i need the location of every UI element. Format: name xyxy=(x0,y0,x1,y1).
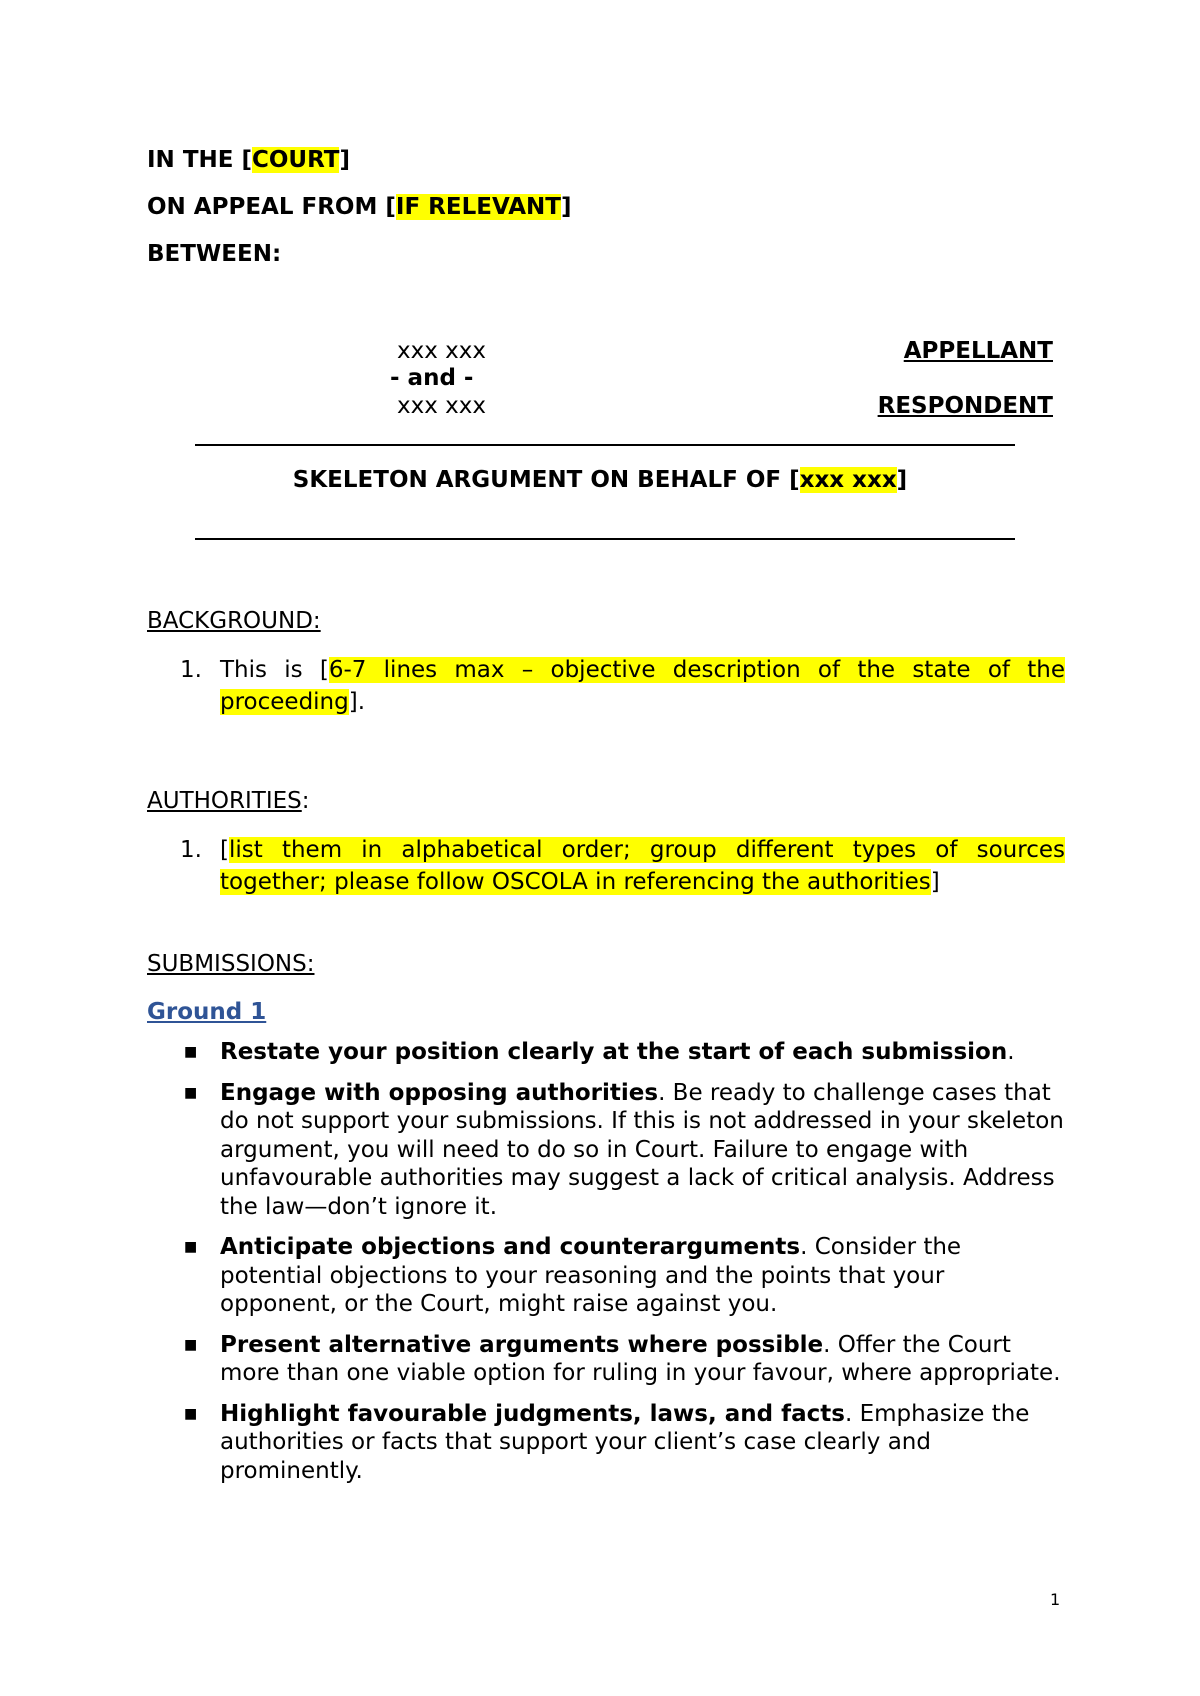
background-suffix: ]. xyxy=(348,689,366,715)
party-one: xxx xxx xyxy=(397,338,486,364)
bottom-divider xyxy=(195,538,1015,540)
bullet-item xyxy=(180,1038,1065,1067)
square-bullet-icon: ■ xyxy=(184,1044,198,1060)
party-two: xxx xxx xyxy=(397,393,486,419)
court-suffix: ] xyxy=(339,147,350,173)
ground-heading: Ground 1 xyxy=(147,999,267,1025)
bullet-bold: Highlight favourable judgments, laws, and facts xyxy=(220,1400,845,1427)
bullet-text: . xyxy=(1007,1039,1015,1065)
title-placeholder: xxx xxx xyxy=(799,467,897,493)
authorities-item xyxy=(180,834,1065,898)
bullet-text: . Consider the potential objections to your reasoning and the points that your opponent, or the Court, might raise against you. xyxy=(220,1234,962,1317)
background-placeholder: 6-7 lines max – objective description of the state of the proceeding xyxy=(220,657,1065,715)
title-prefix: SKELETON ARGUMENT ON BEHALF OF [ xyxy=(292,467,800,493)
and-separator: - and - xyxy=(390,365,474,391)
authorities-item-text xyxy=(220,834,1065,898)
bullet-item xyxy=(180,1233,1065,1319)
top-divider xyxy=(195,444,1015,446)
square-bullet-icon: ■ xyxy=(184,1239,198,1255)
bullet-bold: Present alternative arguments where possible xyxy=(220,1331,824,1358)
title-suffix: ] xyxy=(896,467,908,493)
submissions-label: SUBMISSIONS: xyxy=(147,951,315,977)
respondent-role: RESPONDENT xyxy=(877,393,1053,419)
authorities-placeholder: list them in alphabetical order; group different types of sources together; please follow OSCOLA in referencing the authorities xyxy=(220,837,1065,895)
bullet-item xyxy=(180,1079,1065,1222)
court-line xyxy=(147,146,350,174)
bullet-item xyxy=(180,1400,1065,1486)
authorities-heading xyxy=(147,787,310,815)
background-item-text xyxy=(220,654,1065,718)
appeal-line xyxy=(147,193,571,221)
appeal-suffix: ] xyxy=(560,194,572,220)
background-label: BACKGROUND: xyxy=(147,608,321,634)
background-item xyxy=(180,654,1065,718)
appeal-prefix: ON APPEAL FROM [ xyxy=(147,194,396,220)
background-item-number: 1. xyxy=(180,657,202,683)
bullet-text: . Offer the Court more than one viable option for ruling in your favour, where appropriate. xyxy=(220,1331,1061,1386)
authorities-colon: : xyxy=(301,788,310,814)
page-number: 1 xyxy=(1050,1590,1061,1609)
between-label: BETWEEN: xyxy=(147,241,282,267)
authorities-item-number: 1. xyxy=(180,837,202,863)
appeal-placeholder: IF RELEVANT xyxy=(395,194,561,220)
bullet-bold: Engage with opposing authorities xyxy=(220,1079,659,1106)
court-prefix: IN THE [ xyxy=(147,147,252,173)
appellant-role: APPELLANT xyxy=(903,338,1053,364)
background-prefix: This is [ xyxy=(220,657,329,683)
bullet-bold: Anticipate objections and counterarguments xyxy=(220,1234,801,1260)
bullet-text: . Be ready to challenge cases that do not support your submissions. If this is not addressed in your skeleton argument, you will need to do so in Court. Failure to engage with unfavourable authorities may suggest a lack of critical analysis. Address the law—don’t ignore it. xyxy=(220,1079,1064,1220)
bullet-item xyxy=(180,1331,1065,1388)
bullet-bold: Restate your position clearly at the start of each submission xyxy=(220,1039,1008,1065)
authorities-label: AUTHORITIES xyxy=(147,788,302,814)
square-bullet-icon: ■ xyxy=(184,1405,198,1422)
square-bullet-icon: ■ xyxy=(184,1084,198,1101)
bullet-text: . Emphasize the authorities or facts that support your client’s case clearly and prominently. xyxy=(220,1400,1030,1484)
authorities-suffix: ] xyxy=(930,869,940,895)
authorities-prefix: [ xyxy=(220,837,229,863)
document-title xyxy=(0,466,1200,494)
submission-bullets xyxy=(180,1038,1065,1497)
court-placeholder: COURT xyxy=(251,147,340,173)
square-bullet-icon: ■ xyxy=(184,1336,198,1353)
